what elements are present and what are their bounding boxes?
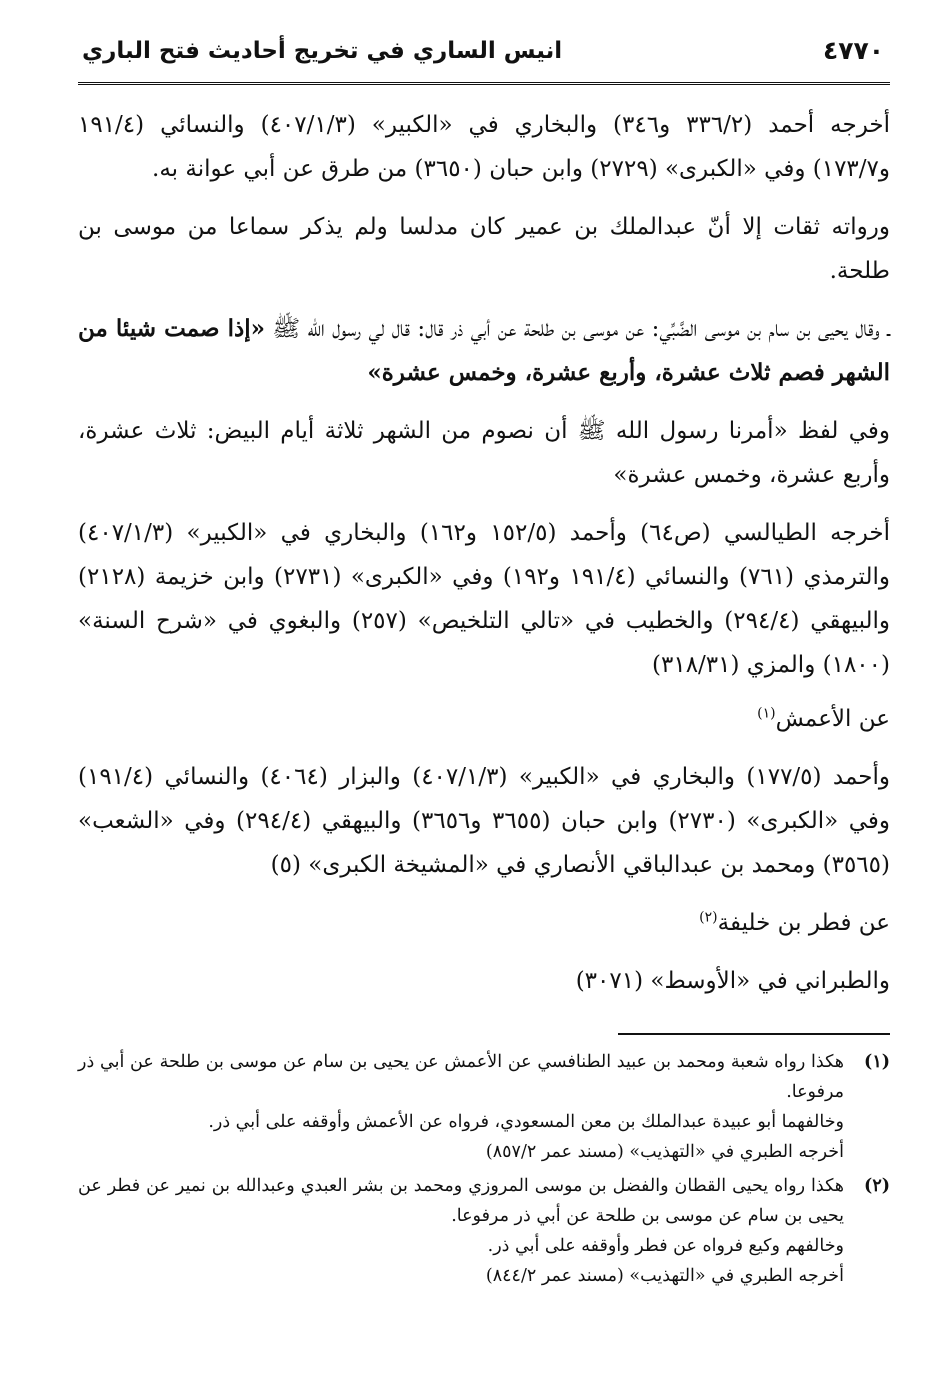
- footnote-1: [78, 1047, 890, 1167]
- book-page: [78, 30, 890, 1360]
- footnote-text: هكذا رواه يحيى القطان والفضل بن موسى المروزي ومحمد بن بشر العبدي وعبدالله بن نمير عن فطر عن يحيى بن سام عن موسى بن طلحة عن أبي ذر مرفوعا. وخالفهم وكيع فرواه عن فطر وأوقفه على أبي ذر. أخرجه الطبري في «التهذيب» (مسند عمر ٨٤٤/٢): [78, 1176, 844, 1286]
- footnote-ref-2[interactable]: (٢): [699, 909, 718, 926]
- footnote-2: [78, 1171, 890, 1291]
- footnote-separator: [618, 1033, 890, 1035]
- paragraph-takhrij-2: أخرجه الطيالسي (ص٦٤) وأحمد (١٥٢/٥ و١٦٢) والبخاري في «الكبير» (٤٠٧/١/٣) والترمذي (٧٦١) والنسائي (١٩١/٤ و١٩٢) وفي «الكبرى» (٢٧٣١) وابن خزيمة (٢١٢٨) والبيهقي (٢٩٤/٤) والخطيب في «تالي التلخيص» (٢٥٧) والبغوي في «شرح السنة» (١٨٠٠) والمزي (٣١٨/٣١): [78, 520, 891, 678]
- footnote-number: (١): [864, 1052, 890, 1072]
- paragraph-chain-a3mash: عن الأعمش$^{(١)}$: [757, 705, 890, 732]
- paragraph-variant-wording: وفي لفظ «أمرنا رسول الله ﷺ أن نصوم من الشهر ثلاثة أيام البيض: ثلاث عشرة، وأربع عشرة، وخمس عشرة»: [78, 418, 890, 488]
- book-title: انيس الساري في تخريج أحاديث فتح الباري: [82, 38, 563, 64]
- footnote-number: (٢): [864, 1176, 890, 1196]
- page-number: ٤٧٧٠: [822, 36, 884, 65]
- paragraph-narrators-note: ورواته ثقات إلا أنّ عبدالملك بن عمير كان مدلسا ولم يذكر سماعا من موسى بن طلحة.: [78, 214, 890, 284]
- paragraph-takhrij-4: والطبراني في «الأوسط» (٣٠٧١): [575, 968, 890, 994]
- footnotes: [78, 1047, 890, 1291]
- paragraph-takhrij-1: أخرجه أحمد (٣٣٦/٢ و٣٤٦) والبخاري في «الكبير» (٤٠٧/١/٣) والنسائي (١٩١/٤ و١٧٣/٧) وفي «الكبرى» (٢٧٢٩) وابن حبان (٣٦٥٠) من طرق عن أبي عوانة به.: [78, 112, 890, 182]
- footnote-text: هكذا رواه شعبة ومحمد بن عبيد الطنافسي عن الأعمش عن يحيى بن سام عن موسى بن طلحة عن أبي ذر مرفوعا. وخالفهما أبو عبيدة عبدالملك بن معن المسعودي، فرواه عن الأعمش وأوقفه على أبي ذر. أخرجه الطبري في «التهذيب» (مسند عمر ٨٥٧/٢): [78, 1052, 844, 1162]
- paragraph-hadith: ـ وقال يحيى بن سام بن موسى الضَّبِّي: عن موسى بن طلحة عن أبي ذر قال: قال لي رسول الله ﷺ «إذا صمت شيئا من الشهر فصم ثلاث عشرة، وأربع عشرة، وخمس عشرة»: [78, 315, 890, 386]
- running-header: [78, 30, 890, 85]
- paragraph-chain-fitr: عن فطر بن خليفة$^{(٢)}$: [699, 909, 890, 936]
- main-text: [78, 85, 890, 1003]
- paragraph-takhrij-3: وأحمد (١٧٧/٥) والبخاري في «الكبير» (٤٠٧/١/٣) والبزار (٤٠٦٤) والنسائي (١٩١/٤) وفي «الكبرى» (٢٧٣٠) وابن حبان (٣٦٥٥ و٣٦٥٦) والبيهقي (٢٩٤/٤) وفي «الشعب» (٣٥٦٥) ومحمد بن عبدالباقي الأنصاري في «المشيخة الكبرى» (٥): [78, 764, 890, 878]
- footnote-ref-1[interactable]: (١): [757, 705, 776, 722]
- hadith-text: «إذا صمت شيئا من الشهر فصم ثلاث عشرة، وأربع عشرة، وخمس عشرة»: [78, 315, 890, 386]
